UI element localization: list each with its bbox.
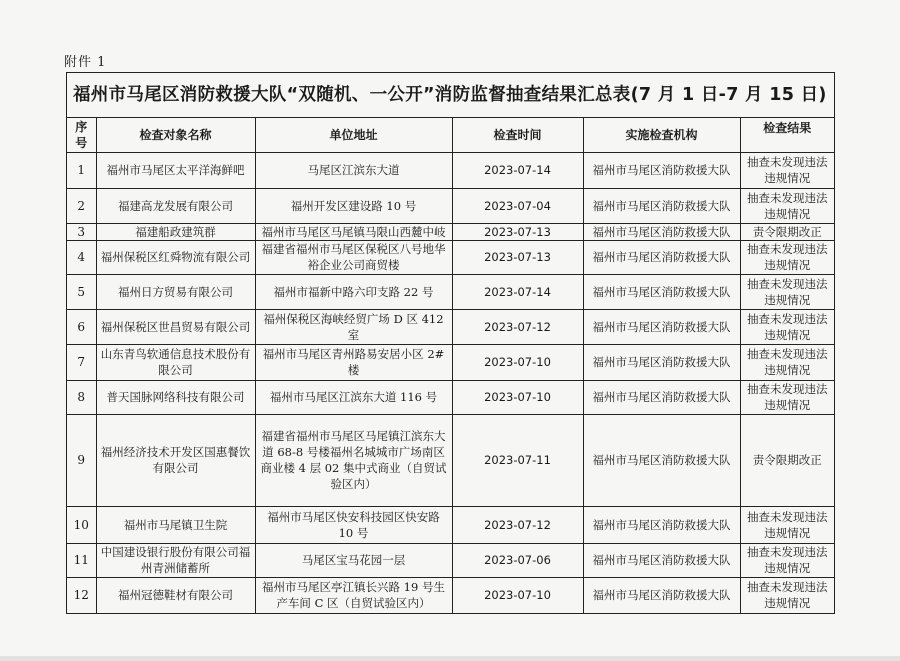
row-result: 责令限期改正 [740,414,834,506]
header-seq-line-2: 号 [75,135,88,150]
row-agency: 福州市马尾区消防救援大队 [583,414,740,506]
row-number: 4 [67,240,96,274]
row-check-time: 2023-07-06 [452,543,583,577]
row-check-time: 2023-07-11 [452,414,583,506]
table-row [67,344,834,380]
table-title: 福州市马尾区消防救援大队“双随机、一公开”消防监督抽查结果汇总表(7 月 1 日-7 月 15 日) [67,73,834,118]
row-agency: 福州市马尾区消防救援大队 [583,506,740,543]
row-address: 福州市福新中路六印支路 22 号 [255,274,452,309]
row-number: 2 [67,188,96,223]
row-address: 福建省福州市马尾区马尾镇江滨东大道 68-8 号楼福州名城城市广场南区商业楼 4 层 02 集中式商业（自贸试验区内） [255,414,452,506]
header-address: 单位地址 [255,118,452,152]
header-time: 检查时间 [452,118,583,152]
row-object-name: 福州日方贸易有限公司 [96,274,255,309]
row-result: 抽查未发现违法违规情况 [740,274,834,309]
row-number: 10 [67,506,96,543]
scan-bottom-edge [0,656,900,661]
row-address: 福州市马尾区青州路易安居小区 2#楼 [255,344,452,380]
row-object-name: 中国建设银行股份有限公司福州青洲储蓄所 [96,543,255,577]
row-check-time: 2023-07-14 [452,152,583,188]
row-object-name: 福州保税区世昌贸易有限公司 [96,309,255,344]
table-row [67,414,834,506]
row-number: 9 [67,414,96,506]
header-agency: 实施检查机构 [583,118,740,152]
row-number: 5 [67,274,96,309]
attachment-label: 附件 1 [64,55,107,70]
row-address: 福州市马尾区马尾镇马限山西麓中岐 [255,223,452,240]
row-check-time: 2023-07-10 [452,577,583,613]
row-agency: 福州市马尾区消防救援大队 [583,223,740,240]
table-row [67,543,834,577]
row-agency: 福州市马尾区消防救援大队 [583,152,740,188]
table-row [67,188,834,223]
row-address: 福建省福州市马尾区保税区八号地华裕企业公司商贸楼 [255,240,452,274]
row-object-name: 山东青鸟软通信息技术股份有限公司 [96,344,255,380]
row-check-time: 2023-07-14 [452,274,583,309]
row-check-time: 2023-07-10 [452,380,583,414]
row-result: 责令限期改正 [740,223,834,240]
table-row [67,380,834,414]
row-object-name: 福州市马尾区太平洋海鲜吧 [96,152,255,188]
row-number: 12 [67,577,96,613]
row-agency: 福州市马尾区消防救援大队 [583,577,740,613]
row-agency: 福州市马尾区消防救援大队 [583,188,740,223]
row-number: 7 [67,344,96,380]
table-row [67,223,834,240]
header-seq-line-1: 序 [75,119,88,134]
table-row [67,274,834,309]
row-result: 抽查未发现违法违规情况 [740,543,834,577]
row-check-time: 2023-07-10 [452,344,583,380]
row-check-time: 2023-07-12 [452,309,583,344]
row-address: 马尾区宝马花园一层 [255,543,452,577]
row-agency: 福州市马尾区消防救援大队 [583,380,740,414]
table-row [67,240,834,274]
row-result: 抽查未发现违法违规情况 [740,152,834,188]
row-address: 福州市马尾区亭江镇长兴路 19 号生产车间 C 区（自贸试验区内） [255,577,452,613]
table-row [67,577,834,613]
row-result: 抽查未发现违法违规情况 [740,380,834,414]
row-agency: 福州市马尾区消防救援大队 [583,274,740,309]
header-seq [67,118,96,152]
header-result: 检查结果 [740,118,834,152]
header-name: 检查对象名称 [96,118,255,152]
row-agency: 福州市马尾区消防救援大队 [583,309,740,344]
row-result: 抽查未发现违法违规情况 [740,309,834,344]
row-result: 抽查未发现违法违规情况 [740,188,834,223]
row-object-name: 福州经济技术开发区国惠餐饮有限公司 [96,414,255,506]
row-number: 3 [67,223,96,240]
row-object-name: 福建高龙发展有限公司 [96,188,255,223]
row-object-name: 福州冠德鞋材有限公司 [96,577,255,613]
row-object-name: 福州保税区红舜物流有限公司 [96,240,255,274]
row-address: 马尾区江滨东大道 [255,152,452,188]
row-number: 6 [67,309,96,344]
table-row [67,309,834,344]
row-result: 抽查未发现违法违规情况 [740,506,834,543]
row-agency: 福州市马尾区消防救援大队 [583,344,740,380]
row-number: 8 [67,380,96,414]
row-object-name: 普天国脉网络科技有限公司 [96,380,255,414]
row-check-time: 2023-07-04 [452,188,583,223]
table-row [67,152,834,188]
row-address: 福州开发区建设路 10 号 [255,188,452,223]
row-result: 抽查未发现违法违规情况 [740,577,834,613]
table-row [67,506,834,543]
results-table [67,118,834,613]
row-check-time: 2023-07-13 [452,223,583,240]
row-agency: 福州市马尾区消防救援大队 [583,543,740,577]
row-object-name: 福州市马尾镇卫生院 [96,506,255,543]
row-number: 11 [67,543,96,577]
table-body [67,152,834,613]
row-agency: 福州市马尾区消防救援大队 [583,240,740,274]
row-check-time: 2023-07-13 [452,240,583,274]
row-result: 抽查未发现违法违规情况 [740,344,834,380]
row-result: 抽查未发现违法违规情况 [740,240,834,274]
row-check-time: 2023-07-12 [452,506,583,543]
header-row [67,118,834,152]
row-number: 1 [67,152,96,188]
row-address: 福州保税区海峡经贸广场 D 区 412 室 [255,309,452,344]
results-table-frame [66,72,835,614]
row-address: 福州市马尾区快安科技园区快安路 10 号 [255,506,452,543]
row-object-name: 福建船政建筑群 [96,223,255,240]
row-address: 福州市马尾区江滨东大道 116 号 [255,380,452,414]
